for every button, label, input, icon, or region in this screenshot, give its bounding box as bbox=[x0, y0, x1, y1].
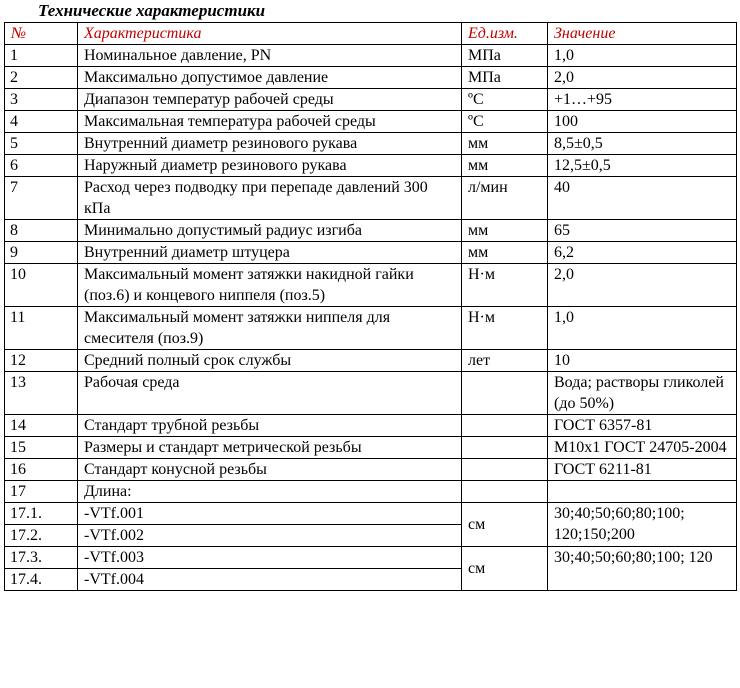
row-characteristic: -VTf.003 bbox=[78, 547, 462, 569]
row-value: 6,2 bbox=[548, 242, 737, 264]
row-value-empty bbox=[548, 481, 737, 503]
row-characteristic: Диапазон температур рабочей среды bbox=[78, 89, 462, 111]
table-row bbox=[5, 45, 737, 67]
row-unit: МПа bbox=[462, 45, 548, 67]
row-number: 14 bbox=[5, 415, 78, 437]
row-unit: мм bbox=[462, 242, 548, 264]
table-row bbox=[5, 264, 737, 307]
row-value: ГОСТ 6357-81 bbox=[548, 415, 737, 437]
row-value: 10 bbox=[548, 350, 737, 372]
table-row bbox=[5, 220, 737, 242]
row-characteristic: -VTf.001 bbox=[78, 503, 462, 525]
row-characteristic: Стандарт трубной резьбы bbox=[78, 415, 462, 437]
row-number: 13 bbox=[5, 372, 78, 415]
col-header-number: № bbox=[5, 23, 78, 45]
table-row bbox=[5, 111, 737, 133]
col-header-value: Значение bbox=[548, 23, 737, 45]
row-number: 2 bbox=[5, 67, 78, 89]
col-header-unit: Ед.изм. bbox=[462, 23, 548, 45]
row-characteristic: Стандарт конусной резьбы bbox=[78, 459, 462, 481]
row-unit: мм bbox=[462, 220, 548, 242]
row-unit: Н·м bbox=[462, 264, 548, 307]
row-unit: Н·м bbox=[462, 307, 548, 350]
row-characteristic: Средний полный срок службы bbox=[78, 350, 462, 372]
row-number: 17 bbox=[5, 481, 78, 503]
row-characteristic: Максимальный момент затяжки ниппеля для смесителя (поз.9) bbox=[78, 307, 462, 350]
row-value: 2,0 bbox=[548, 264, 737, 307]
section-title: Технические характеристики bbox=[38, 1, 266, 20]
row-characteristic: Расход через подводку при перепаде давлений 300 кПа bbox=[78, 177, 462, 220]
table-row bbox=[5, 133, 737, 155]
row-value: М10х1 ГОСТ 24705-2004 bbox=[548, 437, 737, 459]
row-value: 12,5±0,5 bbox=[548, 155, 737, 177]
row-number: 11 bbox=[5, 307, 78, 350]
row-number: 5 bbox=[5, 133, 78, 155]
row-characteristic: Наружный диаметр резинового рукава bbox=[78, 155, 462, 177]
row-value: 30;40;50;60;80;100; 120;150;200 bbox=[548, 503, 737, 547]
row-value: 1,0 bbox=[548, 307, 737, 350]
row-characteristic: Минимально допустимый радиус изгиба bbox=[78, 220, 462, 242]
row-number: 3 bbox=[5, 89, 78, 111]
row-value: 1,0 bbox=[548, 45, 737, 67]
row-characteristic: Внутренний диаметр резинового рукава bbox=[78, 133, 462, 155]
row-unit: мм bbox=[462, 133, 548, 155]
row-characteristic: -VTf.002 bbox=[78, 525, 462, 547]
row-number: 15 bbox=[5, 437, 78, 459]
table-row bbox=[5, 459, 737, 481]
row-characteristic: Максимальный момент затяжки накидной гайки (поз.6) и концевого ниппеля (поз.5) bbox=[78, 264, 462, 307]
table-row bbox=[5, 67, 737, 89]
row-value: Вода; растворы гликолей (до 50%) bbox=[548, 372, 737, 415]
row-number: 4 bbox=[5, 111, 78, 133]
row-value: 8,5±0,5 bbox=[548, 133, 737, 155]
row-value: 40 bbox=[548, 177, 737, 220]
row-number: 17.1. bbox=[5, 503, 78, 525]
row-characteristic: Внутренний диаметр штуцера bbox=[78, 242, 462, 264]
row-number: 8 bbox=[5, 220, 78, 242]
table-row bbox=[5, 177, 737, 220]
row-characteristic: Размеры и стандарт метрической резьбы bbox=[78, 437, 462, 459]
row-characteristic: Максимальная температура рабочей среды bbox=[78, 111, 462, 133]
table-row bbox=[5, 481, 737, 503]
row-unit: МПа bbox=[462, 67, 548, 89]
row-value: 2,0 bbox=[548, 67, 737, 89]
row-unit bbox=[462, 437, 548, 459]
row-unit: см bbox=[462, 547, 548, 591]
table-row bbox=[5, 415, 737, 437]
row-unit: см bbox=[462, 503, 548, 547]
row-number: 17.4. bbox=[5, 569, 78, 591]
row-value: 100 bbox=[548, 111, 737, 133]
row-characteristic: Длина: bbox=[78, 481, 462, 503]
table-row bbox=[5, 372, 737, 415]
row-number: 6 bbox=[5, 155, 78, 177]
row-unit bbox=[462, 372, 548, 415]
row-unit: л/мин bbox=[462, 177, 548, 220]
row-unit-empty bbox=[462, 481, 548, 503]
table-header-row bbox=[5, 23, 737, 45]
row-value: ГОСТ 6211-81 bbox=[548, 459, 737, 481]
table-row bbox=[5, 437, 737, 459]
row-unit: лет bbox=[462, 350, 548, 372]
row-number: 12 bbox=[5, 350, 78, 372]
table-row bbox=[5, 155, 737, 177]
row-number: 9 bbox=[5, 242, 78, 264]
row-number: 16 bbox=[5, 459, 78, 481]
row-characteristic: Максимально допустимое давление bbox=[78, 67, 462, 89]
row-unit bbox=[462, 415, 548, 437]
row-number: 17.2. bbox=[5, 525, 78, 547]
row-characteristic: Рабочая среда bbox=[78, 372, 462, 415]
row-value: 65 bbox=[548, 220, 737, 242]
table-row bbox=[5, 350, 737, 372]
row-characteristic: Номинальное давление, PN bbox=[78, 45, 462, 67]
row-unit bbox=[462, 459, 548, 481]
row-number: 1 bbox=[5, 45, 78, 67]
row-value: +1…+95 bbox=[548, 89, 737, 111]
table-row bbox=[5, 503, 737, 525]
table-row bbox=[5, 89, 737, 111]
row-number: 17.3. bbox=[5, 547, 78, 569]
row-characteristic: -VTf.004 bbox=[78, 569, 462, 591]
row-value: 30;40;50;60;80;100; 120 bbox=[548, 547, 737, 591]
table-row bbox=[5, 307, 737, 350]
row-number: 7 bbox=[5, 177, 78, 220]
spec-table bbox=[4, 22, 737, 591]
col-header-characteristic: Характеристика bbox=[78, 23, 462, 45]
row-unit: ºC bbox=[462, 89, 548, 111]
row-unit: ºC bbox=[462, 111, 548, 133]
table-row bbox=[5, 242, 737, 264]
row-unit: мм bbox=[462, 155, 548, 177]
row-number: 10 bbox=[5, 264, 78, 307]
table-row bbox=[5, 547, 737, 569]
